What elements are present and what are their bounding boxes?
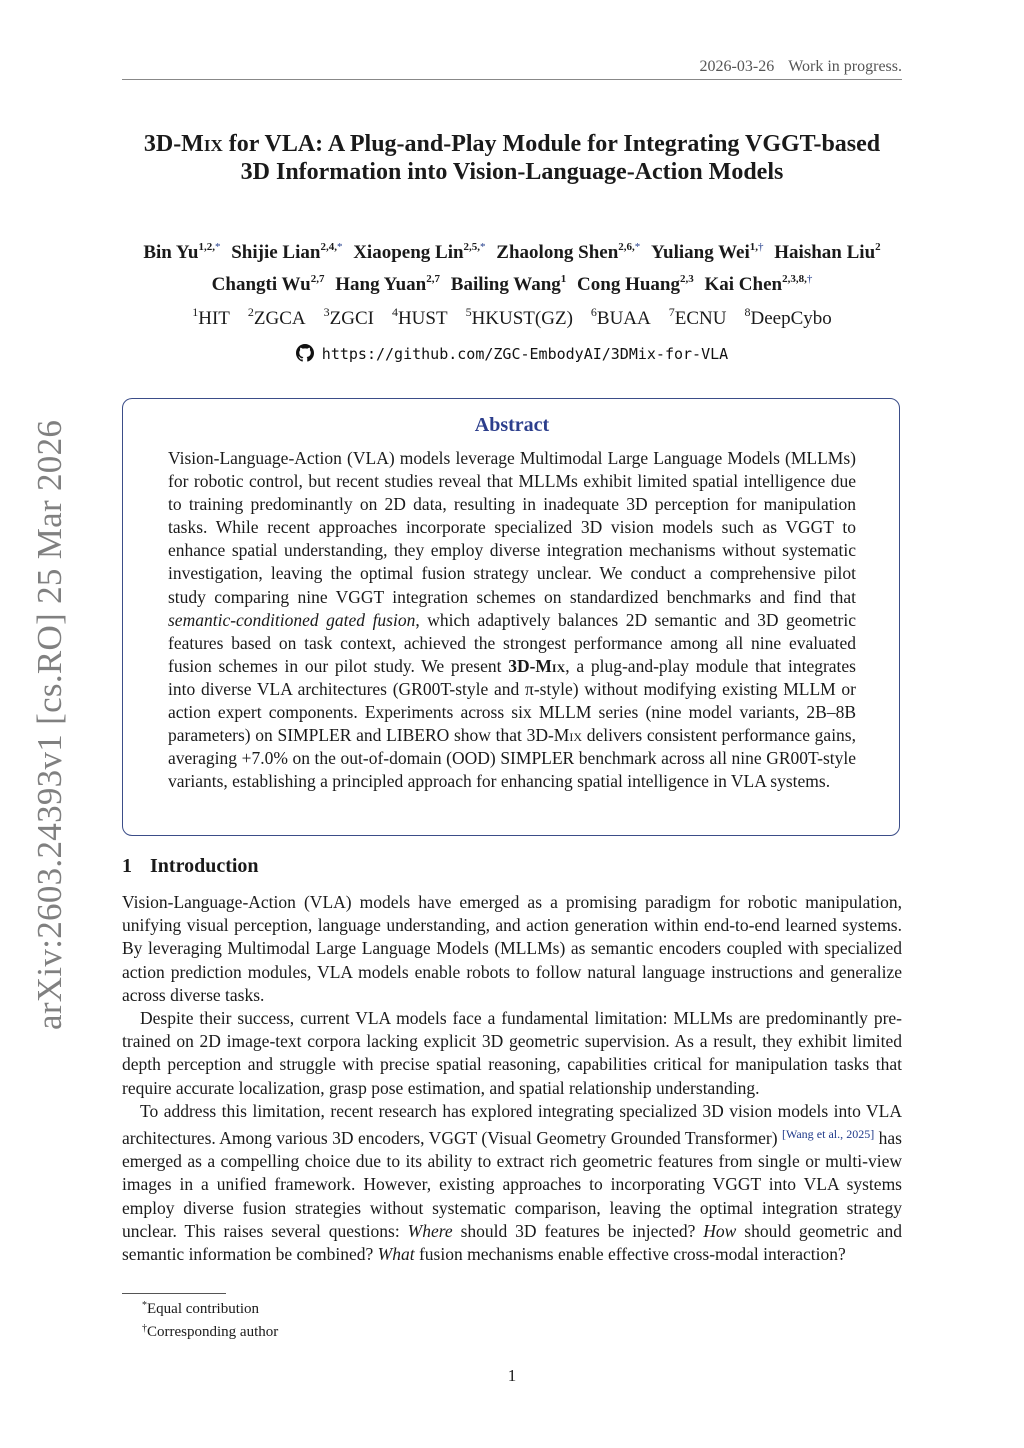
- author: [143, 242, 220, 263]
- paragraph-3: [122, 1100, 902, 1266]
- arxiv-identifier: arXiv:2603.24393v1 [cs.RO] 25 Mar 2026: [30, 419, 69, 1030]
- abstract-method-name: 3D-Mix: [508, 655, 566, 676]
- abstract-part-2: , which adaptively balances 2D semantic and 3D geometric features based on task context, achieved the strongest performance among all nine evaluated fusion schemes in our pilot study. We present: [168, 609, 856, 676]
- author: [704, 274, 812, 295]
- affiliation-name: DeepCybo: [750, 308, 832, 329]
- abstract-part-4: delivers consistent performance gains, averaging +7.0% on the out-of-domain (OOD) SIMPLER benchmark across all nine GR00T-style variants, establishing a principled approach for enhancing spatial intelligence in VLA systems.: [168, 725, 856, 792]
- affiliation: [744, 305, 832, 329]
- author: [335, 274, 440, 295]
- author-list: [100, 234, 924, 298]
- affiliation-number: 1: [192, 305, 199, 319]
- author-name: Bin Yu: [143, 242, 199, 263]
- paper-title: [122, 130, 902, 186]
- affiliation-name: ECNU: [674, 308, 727, 329]
- paragraph-3-part-c: should 3D features be injected?: [452, 1220, 704, 1241]
- footnote-equal: [142, 1296, 278, 1319]
- title-method-name: 3D-Mix: [143, 131, 223, 157]
- emphasis-how: How: [703, 1220, 737, 1241]
- affiliation-number: 6: [590, 305, 597, 319]
- affiliation-name: HUST: [397, 308, 448, 329]
- author-row-1: [100, 234, 924, 266]
- affiliation-number: 8: [744, 305, 751, 319]
- author-affiliation-marker: 2,6,*: [618, 241, 641, 253]
- author-affiliation-marker: 2,7: [310, 273, 325, 285]
- author-name: Cong Huang: [577, 274, 680, 295]
- affiliation-name: HIT: [198, 308, 230, 329]
- citation-link[interactable]: [Wang et al., 2025]: [781, 1127, 875, 1142]
- affiliation-number: 5: [465, 305, 472, 319]
- github-link[interactable]: [0, 344, 1024, 363]
- author: [651, 242, 764, 263]
- abstract-text: [168, 447, 856, 793]
- header-rule: [122, 79, 902, 80]
- page-number: 1: [507, 1366, 517, 1385]
- affiliation-name: HKUST(GZ): [471, 308, 573, 329]
- footnote-rule: [122, 1293, 226, 1294]
- affiliation-name: BUAA: [596, 308, 651, 329]
- author-affiliation-marker: 1,†: [749, 241, 764, 253]
- github-icon: [296, 344, 314, 362]
- abstract-emphasis: semantic-conditioned gated fusion: [168, 609, 416, 630]
- paragraph-3-part-e: fusion mechanisms enable effective cross-modal interaction?: [414, 1244, 846, 1265]
- affiliation-number: 4: [391, 305, 398, 319]
- emphasis-where: Where: [407, 1220, 453, 1241]
- github-url[interactable]: https://github.com/ZGC-EmbodyAI/3DMix-for-VLA: [321, 345, 729, 363]
- author-note-mark: *: [214, 241, 221, 253]
- footnote-mark-equal: *: [142, 1300, 147, 1311]
- abstract-heading: Abstract: [474, 414, 550, 436]
- author: [451, 274, 567, 295]
- affiliation-name: ZGCA: [253, 308, 306, 329]
- footnote-mark-corresponding: †: [142, 1323, 147, 1334]
- abstract-method-name-2: 3D-Mix: [526, 725, 583, 746]
- footnote-text-equal: Equal contribution: [147, 1301, 260, 1317]
- author-affiliation-marker: 2,3: [679, 273, 694, 285]
- author: [496, 242, 640, 263]
- paragraph-1: Vision-Language-Action (VLA) models have emerged as a promising paradigm for robotic manipulation, unifying visual perception, language understanding, and action generation within end-to-end learned systems. By leveraging Multimodal Large Language Models (MLLMs) as semantic encoders coupled with specialized action prediction modules, VLA models enable robots to follow natural language instructions and generalize across diverse tasks.: [122, 892, 902, 1005]
- section-heading: [122, 855, 259, 878]
- author-name: Haishan Liu: [774, 242, 876, 263]
- author-affiliation-marker: 2,5,*: [463, 241, 486, 253]
- author-name: Yuliang Wei: [651, 242, 750, 263]
- introduction-body: [122, 891, 902, 1266]
- footnote-corresponding: [142, 1319, 278, 1342]
- author-name: Kai Chen: [704, 274, 783, 295]
- affiliation: [590, 305, 651, 329]
- paragraph-3-part-a: To address this limitation, recent research has explored integrating specialized 3D vision models into VLA architectures. Among various 3D encoders, VGGT (Visual Geometry Grounded Transformer): [122, 1100, 902, 1149]
- paragraph-3-part-d: should geometric and semantic information be combined?: [122, 1220, 902, 1265]
- paragraph-2: Despite their success, current VLA models face a fundamental limitation: MLLMs are predominantly pre-trained on 2D image-text corpora lacking explicit 3D geometric supervision. As a result, they exhibit limited depth perception and struggle with precise spatial reasoning, capabilities critical for manipulation tasks that require accurate localization, grasp pose estimation, and spatial relationship understanding.: [122, 1008, 902, 1098]
- author-name: Shijie Lian: [231, 242, 321, 263]
- title-line-1: [122, 130, 902, 158]
- author: [577, 274, 694, 295]
- header-date: 2026-03-26: [699, 58, 775, 75]
- author-name: Xiaopeng Lin: [353, 242, 464, 263]
- author-name: Hang Yuan: [335, 274, 427, 295]
- author-name: Bailing Wang: [450, 274, 561, 295]
- affiliation: [465, 305, 573, 329]
- section-number: 1: [122, 855, 132, 877]
- title-line-1-rest: for VLA: A Plug-and-Play Module for Integrating VGGT-based: [222, 131, 881, 157]
- author-affiliation-marker: 2,4,*: [320, 241, 343, 253]
- emphasis-what: What: [377, 1244, 415, 1265]
- author-affiliation-marker: 1: [560, 273, 567, 285]
- title-line-2: 3D Information into Vision-Language-Action Models: [240, 159, 784, 185]
- author-affiliation-marker: 2,7: [426, 273, 441, 285]
- author-note-mark: *: [634, 241, 641, 253]
- affiliation-number: 3: [323, 305, 330, 319]
- author: [353, 242, 485, 263]
- author-note-mark: †: [806, 273, 813, 285]
- author-affiliation-marker: 2,3,8,†: [782, 273, 813, 285]
- author-note-mark: *: [336, 241, 343, 253]
- affiliation-name: ZGCI: [329, 308, 374, 329]
- abstract-part-3: , a plug-and-play module that integrates into diverse VLA architectures (GR00T-style and π-style) without modifying existing MLLM or action expert components. Experiments across six MLLM series (nine model variants, 2B–8B parameters) on SIMPLER and LIBERO show that: [168, 655, 856, 746]
- abstract-part-1: Vision-Language-Action (VLA) models leverage Multimodal Large Language Models (MLLMs) for robotic control, but recent studies reveal that MLLMs exhibit limited spatial intelligence due to training predominantly on 2D data, resulting in inadequate 3D perception for manipulation tasks. While recent approaches incorporate specialized 3D vision models such as VGGT to enhance spatial understanding, they employ diverse integration mechanisms without systematic investigation, leaving the optimal fusion strategy unclear. We conduct a comprehensive pilot study comparing nine VGGT integration schemes on standardized benchmarks and find that: [168, 448, 856, 607]
- footnotes: [142, 1296, 278, 1342]
- author: [212, 274, 325, 295]
- affiliation-number: 2: [247, 305, 254, 319]
- author-name: Changti Wu: [211, 274, 311, 295]
- header-status: Work in progress.: [788, 58, 902, 75]
- section-title: Introduction: [150, 855, 259, 877]
- author: [774, 242, 880, 263]
- affiliation: [323, 305, 374, 329]
- affiliation-list: [122, 305, 902, 330]
- author-name: Zhaolong Shen: [496, 242, 619, 263]
- author-affiliation-marker: 2: [875, 241, 881, 253]
- author-affiliation-marker: 1,2,*: [198, 241, 221, 253]
- affiliation-number: 7: [668, 305, 675, 319]
- footnote-text-corresponding: Corresponding author: [147, 1324, 279, 1340]
- affiliation: [668, 305, 727, 329]
- affiliation: [247, 305, 306, 329]
- author-note-mark: *: [480, 241, 486, 253]
- affiliation: [391, 305, 448, 329]
- affiliation: [192, 305, 230, 329]
- paragraph-3-part-b: has emerged as a compelling choice due to its ability to extract rich geometric features from single or multi-view images in a unified framework. However, existing approaches to incorporating VGGT into VLA systems employ diverse fusion strategies without systematic comparison, leaving the optimal integration strategy unclear. This raises several questions:: [122, 1128, 902, 1241]
- author: [231, 242, 342, 263]
- author-row-2: [100, 266, 924, 298]
- running-header: [700, 58, 902, 76]
- author-note-mark: †: [758, 241, 764, 253]
